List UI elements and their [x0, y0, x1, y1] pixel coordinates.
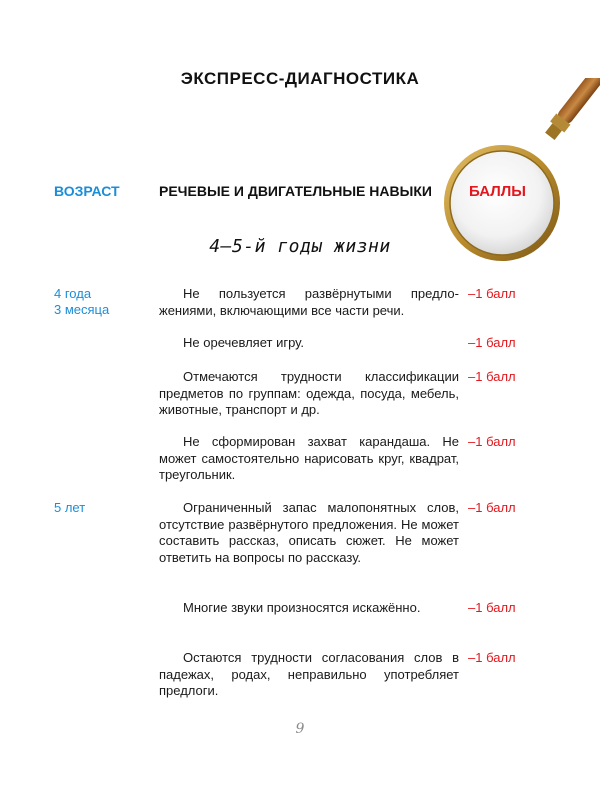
- header-score: БАЛЛЫ: [469, 183, 526, 200]
- header-skills: РЕЧЕВЫЕ И ДВИГАТЕЛЬНЫЕ НАВЫКИ: [159, 183, 432, 199]
- skill-description: Отмечаются трудности классификации предметов по группам: одежда, посуда, мебель, животные, транспорт и др.: [159, 369, 459, 417]
- skill-description: Ограниченный запас малопонятных слов, отсутствие развёрнутого предложения. Не может составить рассказ, описать сюжет. Не может ответить на вопросы по рассказу.: [159, 500, 459, 565]
- age-label: 5 лет: [54, 500, 86, 515]
- score-value: –1 балл: [468, 600, 516, 615]
- score-value: –1 балл: [468, 286, 516, 301]
- score-value: –1 балл: [468, 369, 516, 384]
- age-label: 4 года 3 месяца: [54, 286, 110, 317]
- section-subtitle: 4–5-й годы жизни: [209, 236, 391, 257]
- score-value: –1 балл: [468, 335, 516, 350]
- skill-description: Не пользуется развёрнутыми предложениями, включающими все части речи.: [159, 286, 459, 318]
- skill-description: Не оречевляет игру.: [183, 335, 304, 350]
- page-title: ЭКСПРЕСС-ДИАГНОСТИКА: [180, 69, 420, 88]
- score-value: –1 балл: [468, 500, 516, 515]
- page-number: 9: [295, 721, 305, 737]
- skill-description: Остаются трудности согласования слов в падежах, родах, неправильно употребляет предлоги.: [159, 650, 459, 698]
- skill-description: Не сформирован захват карандаша. Не может самостоятельно нарисовать круг, квадрат, треугольник.: [159, 434, 459, 482]
- score-value: –1 балл: [468, 650, 516, 665]
- score-value: –1 балл: [468, 434, 516, 449]
- skill-description: Многие звуки произносятся искажённо.: [183, 600, 421, 615]
- header-age: ВОЗРАСТ: [54, 183, 120, 199]
